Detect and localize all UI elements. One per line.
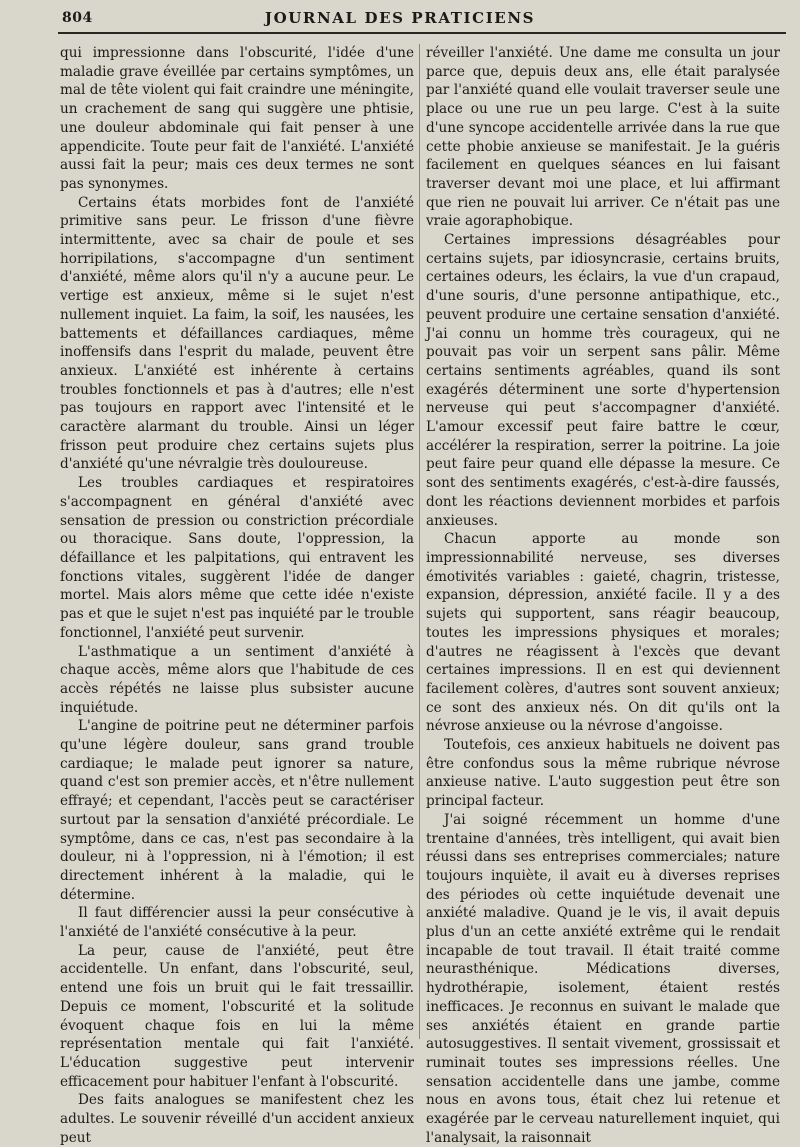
header-rule [58, 32, 786, 34]
paragraph: L'angine de poitrine peut ne déterminer parfois qu'une légère douleur, sans grand trouble cardiaque; le malade peut ignorer sa nature, quand c'est son premier accès, et n'être nullement effrayé; et cependant, l'accès peut se caractériser surtout par la sensation d'anxiété précordiale. Le symptôme, dans ce cas, n'est pas secondaire à la douleur, ni à l'oppression, ni à l'émotion; il est directement inhérent à la maladie, qui le détermine. [60, 718, 414, 903]
paragraph: Toutefois, ces anxieux habituels ne doivent pas être confondus sous la même rubrique névrose anxieuse native. L'auto suggestion peut être son principal facteur. [426, 737, 780, 810]
running-header [0, 0, 800, 30]
paragraph: Des faits analogues se manifestent chez les adultes. Le souvenir réveillé d'un accident anxieux peut [60, 1092, 414, 1146]
paragraph: qui impressionne dans l'obscurité, l'idée d'une maladie grave éveillée par certains symptômes, un mal de tête violent qui fait craindre une méningite, un crachement de sang qui suggère une phtisie, une douleur abdominale qui fait penser à une appendicite. Toute peur fait de l'anxiété. L'anxiété aussi fait la peur; mais ces deux termes ne sont pas synonymes. [60, 45, 414, 192]
paragraph: Les troubles cardiaques et respiratoires s'accompagnent en général d'anxiété avec sensation de pression ou constriction précordiale ou thoracique. Sans doute, l'oppression, la défaillance et les palpitations, qui entravent les fonctions vitales, suggèrent l'idée de danger mortel. Mais alors même que cette idée n'existe pas et que le sujet n'est pas inquiété par le trouble fonctionnel, l'anxiété peut survenir. [60, 475, 414, 641]
paragraph: Certains états morbides font de l'anxiété primitive sans peur. Le frisson d'une fièvre intermittente, avec sa chair de poule et ses horripilations, s'accompagne d'un sentiment d'anxiété, même alors qu'il n'y a aucune peur. Le vertige est anxieux, même si le sujet n'est nullement inquiet. La faim, la soif, les nausées, les battements et défaillances cardiaques, même inoffensifs dans l'esprit du malade, peuvent être anxieux. L'anxiété est inhérente à certains troubles fonctionnels et pas à d'autres; elle n'est pas toujours en rapport avec l'intensité et le caractère alarmant du trouble. Ainsi un léger frisson peut produire chez certains sujets plus d'anxiété qu'une névralgie très douloureuse. [60, 194, 414, 473]
column-divider [419, 44, 420, 1039]
left-column [60, 44, 414, 1146]
paragraph: réveiller l'anxiété. Une dame me consulta un jour parce que, depuis deux ans, elle était paralysée par l'anxiété quand elle voulait traverser seule une place ou une rue un peu large. C'est à la suite d'une syncope accidentelle arrivée dans la rue que cette phobie anxieuse se manifestait. Je la guéris facilement en quelques séances en lui faisant traverser devant moi une place, et lui affirmant que rien ne pouvait lui arriver. Ce n'était pas une vraie agoraphobique. [426, 45, 780, 230]
journal-title: JOURNAL DES PRATICIENS [264, 9, 536, 27]
right-column [426, 44, 780, 1146]
paragraph: La peur, cause de l'anxiété, peut être accidentelle. Un enfant, dans l'obscurité, seul, entend une fois un bruit qui le fait tressaillir. Depuis ce moment, l'obscurité et la solitude évoquent chaque fois en lui la même représentation mentale qui fait l'anxiété. L'éducation suggestive peut intervenir efficacement pour habituer l'enfant à l'obscurité. [60, 942, 414, 1090]
paragraph: J'ai soigné récemment un homme d'une trentaine d'années, très intelligent, qui avait bien réussi dans ses entreprises commerciales; nature toujours inquiète, il avait eu à diverses reprises des périodes où cette inquiétude devenait une anxiété maladive. Quand je le vis, il avait depuis plus d'un an cette anxiété extrême qui le rendait incapable de tout travail. Il était traité comme neurasthénique. Médications diverses, hydrothérapie, isolement, étaient restés inefficaces. Je reconnus en suivant le malade que ses anxiétés étaient en grande partie autosuggestives. Il sentait vivement, grossissait et ruminait toutes ses impressions réelles. Une sensation accidentelle dans une jambe, comme nous en avons tous, était chez lui retenue et exagérée par le cerveau naturellement inquiet, qui l'analysait, la raisonnait [426, 811, 780, 1146]
paragraph: Il faut différencier aussi la peur consécutive à l'anxiété de l'anxiété consécutive à la peur. [60, 905, 414, 941]
paragraph: L'asthmatique a un sentiment d'anxiété à chaque accès, même alors que l'habitude de ces accès répétés ne laisse plus subsister aucune inquiétude. [60, 643, 414, 716]
paragraph: Certaines impressions désagréables pour certains sujets, par idiosyncrasie, certains bruits, certaines odeurs, les éclairs, la vue d'un crapaud, d'une souris, d'une personne antipathique, etc., peuvent produire une certaine sensation d'anxiété. J'ai connu un homme très courageux, qui ne pouvait pas voir un serpent sans pâlir. Même certains sentiments agréables, quand ils sont exagérés déterminent une sorte d'hypertension nerveuse qui peut s'accompagner d'anxiété. L'amour excessif peut faire battre le cœur, accélérer la respiration, serrer la poitrine. La joie peut faire peur quand elle dépasse la mesure. Ce sont des sentiments exagérés, c'est-à-dire faussés, dont les réactions deviennent morbides et parfois anxieuses. [426, 232, 780, 529]
paragraph: Chacun apporte au monde son impressionnabilité nerveuse, ses diverses émotivités variables : gaieté, chagrin, tristesse, expansion, dépression, anxiété facile. Il y a des sujets qui supportent, sans réagir beaucoup, toutes les impressions physiques et morales; d'autres ne réagissent à l'excès que devant certaines impressions. Il en est qui deviennent facilement colères, d'autres sont souvent anxieux; ce sont des anxieux nés. On dit qu'ils ont la névrose anxieuse ou la névrose d'angoisse. [426, 531, 780, 735]
page-number: 804 [62, 10, 93, 26]
